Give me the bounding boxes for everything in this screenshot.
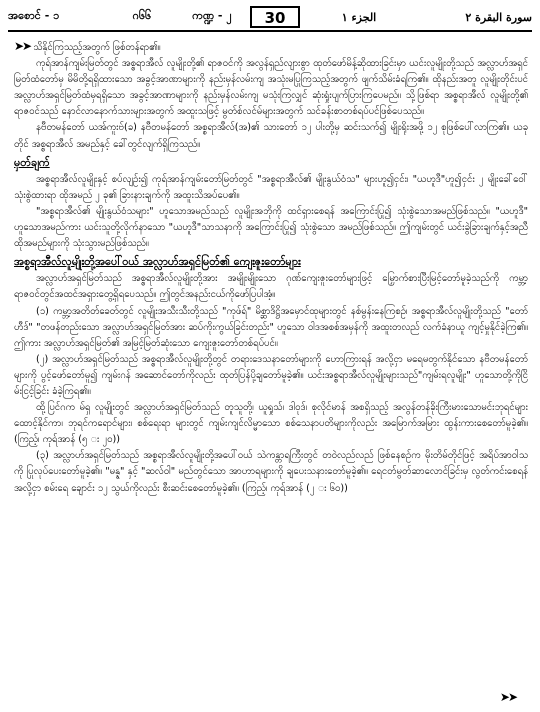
paragraph-2: နဗီတမန်တော် ယအ်ကူးဗ်(ခ) နဗီတမန်တော် အစ္စရာအီလ်(အ)၏ သားတော် ၁၂ ပါးတို့မှ ဆင်းသက်၍ မျိုးရိုးအဖို့ ၁၂ စုဖြစ်ပေါ်လာကြ၏။ ယခုတိုင် အစ္စရာအီလ် အမည်နှင့် ခေါ်တွင်လျက်ရှိကြသည်။: [14, 122, 528, 150]
paragraph-3: အစ္စရာအီလ်လူမျိုးနှင့် စပ်လျဉ်း၍ ကုရ်အာန်ကျမ်းတော်မြတ်တွင် "အစ္စရာအီလ်၏ မျိုးနွယ်ဝံသ" များဟူ၍ငှင်း၊ "ယဟူဒီ"ဟူ၍ငှင်း ၂ မျိုးခေါ်ဝေါ်သုံးစွဲထားရာ ထိုအမည် ၂ ခု၏ ခြားနားချက်ကို အထူးသိအပ်ပေ၏။: [14, 173, 528, 201]
intro-paragraph: [14, 38, 528, 56]
page-number-box: 30: [250, 6, 300, 28]
page-body: [14, 38, 528, 497]
page-header: [8, 6, 532, 28]
note-heading: မှတ်ချက်: [14, 155, 50, 169]
paragraph-7: (၂) အလ္လာဟ်အရှင်မြတ်သည် အစ္စရာအီလ်လူမျိုးတို့တွင် တရားဒေသနာတော်များကို ဟောကြားရန် အလို့ငှာ မရေမတွက်နိုင်သော နဗီတမန်တော်များကို ပွင့်ဖော်တော်မူ၍ ကျမ်းဂန် အဆောင်တော်ကိုလည်း ထုတ်ပြန်ပို့ချတော်မူခဲ့၏။ ယင်းအစ္စရာအီလ်လူမျိုးများသည်"ကျမ်းရလူမျိုး" ဟူသောတို့ကိုငြိမ်းငြင့်ခြင်း ခံခဲ့ကြရ၏။: [14, 353, 528, 397]
paragraph-6: (၁) ကမ္ဘာ့အတိတ်ခေတ်တွင် လူမျိုးအသီးသီးတို့သည် "ကုဖ်ရ်" မိစ္ဆာဒိဋ္ဌိအမှောင်ထုများတွင် နစ်မွန်းနေကြစဉ်၊ အစ္စရာအီလ်လူမျိုးတို့သည် "တော်ဟီဒ်" "တဖန်တည်းသော အလ္လာဟ်အရှင်မြတ်အား ဆပ်ကိုးကွယ်ခြင်းတည်း" ဟူသော ဝါဒအစစ်အမှန်ကို အထူးတလည် လက်ခံနာယူ ကျင့်မှုနိုင်ခဲ့ကြ၏။ ဤကား အလ္လာဟ်အရှင်မြတ်၏ အမြင့်မြတ်ဆုံးသော ကျေးဇူးတော်တစ်ရပ်ပင်။: [14, 305, 528, 349]
volume-label: အစောင် - ၁: [8, 9, 60, 22]
myanmar-part-label: ကဏ္ဍ - ၂: [192, 9, 232, 22]
myanmar-page-number: ဂ၆၆: [132, 9, 152, 22]
paragraph-1: ကုရ်အာန်ကျမ်းမြတ်တွင် အစ္စရာအီလ် လူမျိုးတို့၏ ရာဇဝင်ကို အလွန်ရှည်လျားစွာ ထုတ်ဖော်မိန့်ဆိုထားခြင်းမှာ ယင်းလူမျိုးတို့သည် အလ္လာဟ်အရှင်မြတ်ထံတော်မှ မိမိတို့ရရှိထားသော အခွင့်အာဏာများကို နည်းမှန်လမ်းကျ အသုံးမပြုကြသည့်အတွက် ဖျက်သိမ်းခံရကြ၏။ ထိုနည်းအတူ လူမျိုးတိုင်းပင် အလ္လာဟ်အရှင်မြတ်ထံမှရရှိသော အခွင့်အာဏာများကို နည်းမှန်လမ်းကျ မသုံးကြလျှင် ဆုံးရှုံးပျက်ပြားကြပေမည်။ သို့ဖြစ်ရာ အစ္စရာအီလ် လူမျိုးတို့၏ ရာဇဝင်သည် နောင်လာနောက်သားများအတွက် အထူးသဖြင့် မွတ်စ်လင်မ်များအတွက် သင်ခန်းစာတစ်ရပ်ပင်ဖြစ်ပေသည်။: [14, 58, 528, 118]
paragraph-8: ထို့ပြင်ဂက မ်ရှ လူမျိုးတွင် အလ္လာဟ်အရှင်မြတ်သည် တူသူတို့၊ ယူရှုသ်၊ ဒါဝုဒ်၊ စုလိုင်မာန် အစရှိသည့် အလွန်တန်ခိုးကြီးမားသောမင်းဘုရင်များ ထောင့်နိုင်ကာ၊ ဘုရင်ကရောင်များ၊ စစ်ရေးရာ များတွင် ကျမ်းကျင်လိမ္မာသော စစ်သေနာပတိများကိုလည်း အမြောက်အမြား ထွန်းကားစေတော်မူခဲ့၏။ (ကြည့်၊ ကုရ်အာန် (၅ း ၂၀)): [14, 402, 528, 446]
section-heading: အစ္စရာအီလ်လူမျိုးတို့အပေါ်ဝယ် အလ္လာဟ်အရှင်မြတ်၏ ကျေးဇူးတော်များ: [14, 255, 301, 269]
next-page-arrow-icon: ➤➤: [499, 690, 516, 704]
paragraph-4: "အစ္စရာအီလ်၏ မျိုးနွယ်ဝံသများ" ဟူသောအမည်သည် လူမျိုးအဘိုကို ထင်ရှားစေရန် အကြောင်းပြု၍ သုံးစွဲသောအမည်ဖြစ်သည်။ "ယဟူဒီ" ဟူသောအမည်ကား ယင်းသူတို့လိုက်နာသော "ယဟူဒီ"သာသနာကို အကြောင်းပြု၍ သုံးစွဲသော အမည်ဖြစ်သည်။ ဤကျမ်းတွင် ယင်းခွဲခြားချက်နှင့်အညီ ထိုအမည်များကို သုံးသွားမည်ဖြစ်သည်။: [14, 205, 528, 250]
header-rule: [8, 30, 532, 32]
paragraph-9: (၃) အလ္လာဟ်အရှင်မြတ်သည် အစ္စရာအီလ်လူမျိုးတို့အပေါ်ဝယ် သဲကန္တာရကြီးတွင် တဝဲလည်လည် ဖြစ်နေစဉ်က မိုးတိမ်တိုင်ဖြင့် အရိပ်အာဝါသကို ပြုလုပ်ပေးတော်မူခဲ့၏။ "မန္န" နှင့် "ဆလ်ဝါ" မည်တွင်သော အာဟာရများကို ချပေးသနားတော်မူခဲ့၏။ ရေငတ်မွတ်ဆာလောင်ခြင်းမှ လွတ်ကင်းစေရန် အလို့ငှာ စမ်းရေ ချောင်း ၁၂ သွယ်ကိုလည်း စီးဆင်းစေတော်မူခဲ့၏။ (ကြည့်၊ ကုရ်အာန် (၂ း ၆၀)): [14, 450, 528, 494]
arabic-juz-label: الجزء ١: [341, 10, 377, 24]
intro-text: သိနိုင်ကြသည့်အတွက် ဖြစ်တန်ရာ၏။: [33, 42, 161, 53]
paragraph-5: အလ္လာဟ်အရှင်မြတ်သည် အစ္စရာအီလ်လူမျိုးတို့အား အမျိုးမျိုးသော ဂုဏ်ကျေးဇူးတော်များဖြင့် မြှောက်စားပြီးမြင့်တော်မူခဲ့သည်ကို ကမ္ဘာ့ရာဇဝင်တွင်အထင်အရှားတွေ့ရှိရပေသည်။ ဤတွင်အနည်းငယ်ကိုဖော်ပြပါအံ့။: [14, 273, 528, 301]
continue-arrow-icon: ➤➤: [14, 39, 31, 53]
arabic-surah-title: سورة البقرة ٢: [465, 10, 532, 24]
